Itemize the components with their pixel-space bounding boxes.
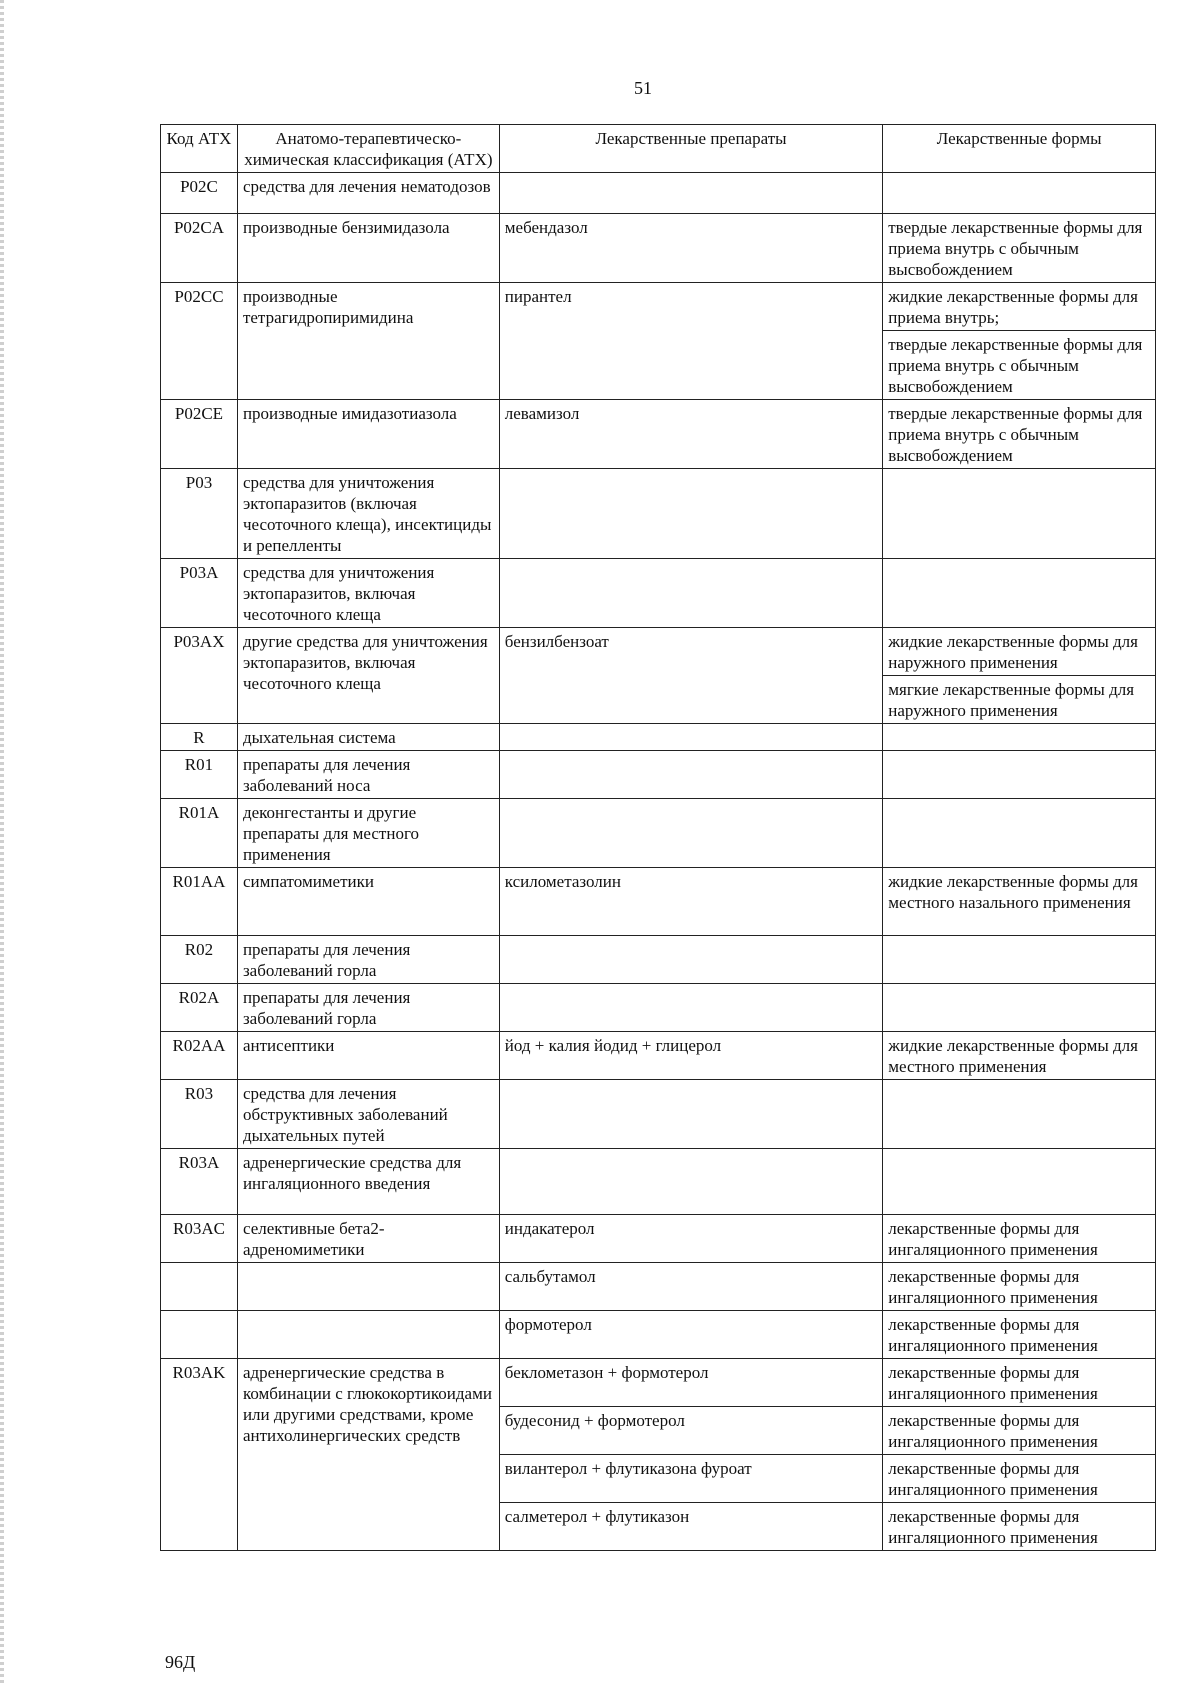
drug-cell: пирантел bbox=[499, 283, 882, 400]
drug-cell bbox=[499, 173, 882, 214]
table-row bbox=[161, 984, 1156, 1032]
header-code: Код АТХ bbox=[161, 125, 238, 173]
atx-code-cell: P02C bbox=[161, 173, 238, 214]
atx-code-cell: P03AX bbox=[161, 628, 238, 724]
table-row bbox=[161, 173, 1156, 214]
atx-code-cell bbox=[161, 1263, 238, 1311]
drug-cell: индакатерол bbox=[499, 1215, 882, 1263]
table-row bbox=[161, 1263, 1156, 1311]
classification-cell: симпатомиметики bbox=[237, 868, 499, 936]
table-row bbox=[161, 628, 1156, 676]
table-row bbox=[161, 469, 1156, 559]
form-cell: лекарственные формы для ингаляционного применения bbox=[883, 1263, 1156, 1311]
table-row bbox=[161, 724, 1156, 751]
form-cell bbox=[883, 1149, 1156, 1215]
form-cell bbox=[883, 984, 1156, 1032]
table-row bbox=[161, 799, 1156, 868]
form-cell: жидкие лекарственные формы для приема внутрь; bbox=[883, 283, 1156, 331]
drug-cell bbox=[499, 799, 882, 868]
form-cell: жидкие лекарственные формы для местного назального применения bbox=[883, 868, 1156, 936]
table-row bbox=[161, 1311, 1156, 1359]
atx-code-cell: P02CE bbox=[161, 400, 238, 469]
table-row bbox=[161, 1359, 1156, 1407]
form-cell: твердые лекарственные формы для приема внутрь с обычным высвобождением bbox=[883, 331, 1156, 400]
table-row bbox=[161, 1215, 1156, 1263]
atx-code-cell: R03AC bbox=[161, 1215, 238, 1263]
classification-cell: средства для уничтожения эктопаразитов, включая чесоточного клеща bbox=[237, 559, 499, 628]
atx-code-cell: R03AK bbox=[161, 1359, 238, 1551]
table-row bbox=[161, 936, 1156, 984]
table-row bbox=[161, 1032, 1156, 1080]
drug-cell: вилантерол + флутиказона фуроат bbox=[499, 1455, 882, 1503]
classification-cell: антисептики bbox=[237, 1032, 499, 1080]
classification-cell: средства для лечения нематодозов bbox=[237, 173, 499, 214]
classification-cell: средства для лечения обструктивных заболеваний дыхательных путей bbox=[237, 1080, 499, 1149]
drug-cell bbox=[499, 559, 882, 628]
table-row bbox=[161, 1149, 1156, 1215]
drug-cell bbox=[499, 724, 882, 751]
classification-cell: средства для уничтожения эктопаразитов (включая чесоточного клеща), инсектициды и репелленты bbox=[237, 469, 499, 559]
table-row bbox=[161, 868, 1156, 936]
atx-code-cell: R03 bbox=[161, 1080, 238, 1149]
classification-cell: селективные бета2-адреномиметики bbox=[237, 1215, 499, 1263]
classification-cell: препараты для лечения заболеваний горла bbox=[237, 984, 499, 1032]
form-cell: жидкие лекарственные формы для местного применения bbox=[883, 1032, 1156, 1080]
atx-code-cell: P02CC bbox=[161, 283, 238, 400]
drug-cell: салметерол + флутиказон bbox=[499, 1503, 882, 1551]
atx-code-cell bbox=[161, 1311, 238, 1359]
header-drugs: Лекарственные препараты bbox=[499, 125, 882, 173]
classification-cell: производные имидазотиазола bbox=[237, 400, 499, 469]
table-row bbox=[161, 751, 1156, 799]
drug-cell: левамизол bbox=[499, 400, 882, 469]
drug-cell bbox=[499, 984, 882, 1032]
form-cell bbox=[883, 559, 1156, 628]
form-cell bbox=[883, 1080, 1156, 1149]
page-number: 51 bbox=[634, 78, 652, 98]
atx-code-cell: R02 bbox=[161, 936, 238, 984]
table-row bbox=[161, 400, 1156, 469]
table-row bbox=[161, 214, 1156, 283]
form-cell bbox=[883, 724, 1156, 751]
classification-cell: препараты для лечения заболеваний горла bbox=[237, 936, 499, 984]
form-cell: лекарственные формы для ингаляционного применения bbox=[883, 1455, 1156, 1503]
drug-cell: сальбутамол bbox=[499, 1263, 882, 1311]
table-row bbox=[161, 283, 1156, 331]
atx-code-cell: R02A bbox=[161, 984, 238, 1032]
atx-code-cell: R bbox=[161, 724, 238, 751]
header-forms: Лекарственные формы bbox=[883, 125, 1156, 173]
atx-code-cell: R01A bbox=[161, 799, 238, 868]
scan-edge bbox=[0, 0, 4, 1686]
table-header-row bbox=[161, 125, 1156, 173]
atx-code-cell: P03 bbox=[161, 469, 238, 559]
drug-cell bbox=[499, 1149, 882, 1215]
form-cell bbox=[883, 751, 1156, 799]
form-cell bbox=[883, 173, 1156, 214]
form-cell: лекарственные формы для ингаляционного применения bbox=[883, 1359, 1156, 1407]
form-cell: лекарственные формы для ингаляционного применения bbox=[883, 1311, 1156, 1359]
classification-cell: адренергические средства для ингаляционного введения bbox=[237, 1149, 499, 1215]
form-cell bbox=[883, 469, 1156, 559]
drug-cell bbox=[499, 469, 882, 559]
form-cell: мягкие лекарственные формы для наружного применения bbox=[883, 676, 1156, 724]
classification-cell: производные тетрагидропиримидина bbox=[237, 283, 499, 400]
atx-code-cell: P02CA bbox=[161, 214, 238, 283]
table-body bbox=[161, 173, 1156, 1551]
atx-code-cell: R01AA bbox=[161, 868, 238, 936]
classification-cell: дыхательная система bbox=[237, 724, 499, 751]
form-cell bbox=[883, 936, 1156, 984]
classification-cell: препараты для лечения заболеваний носа bbox=[237, 751, 499, 799]
drug-cell: будесонид + формотерол bbox=[499, 1407, 882, 1455]
footer-label: 96Д bbox=[165, 1652, 196, 1672]
drug-cell: формотерол bbox=[499, 1311, 882, 1359]
form-cell: лекарственные формы для ингаляционного применения bbox=[883, 1407, 1156, 1455]
classification-cell bbox=[237, 1311, 499, 1359]
atx-code-cell: R03A bbox=[161, 1149, 238, 1215]
atx-code-cell: P03A bbox=[161, 559, 238, 628]
drug-cell bbox=[499, 1080, 882, 1149]
form-cell: лекарственные формы для ингаляционного применения bbox=[883, 1215, 1156, 1263]
drug-cell: беклометазон + формотерол bbox=[499, 1359, 882, 1407]
drug-cell: мебендазол bbox=[499, 214, 882, 283]
form-cell: жидкие лекарственные формы для наружного применения bbox=[883, 628, 1156, 676]
table-row bbox=[161, 559, 1156, 628]
classification-cell bbox=[237, 1263, 499, 1311]
classification-cell: другие средства для уничтожения эктопаразитов, включая чесоточного клеща bbox=[237, 628, 499, 724]
drug-cell bbox=[499, 751, 882, 799]
form-cell: твердые лекарственные формы для приема внутрь с обычным высвобождением bbox=[883, 400, 1156, 469]
form-cell: твердые лекарственные формы для приема внутрь с обычным высвобождением bbox=[883, 214, 1156, 283]
drug-cell: ксилометазолин bbox=[499, 868, 882, 936]
table-row bbox=[161, 1080, 1156, 1149]
classification-cell: производные бензимидазола bbox=[237, 214, 499, 283]
drug-cell: бензилбензоат bbox=[499, 628, 882, 724]
atx-table bbox=[160, 124, 1156, 1551]
header-classification: Анатомо-терапевтическо-химическая классификация (АТХ) bbox=[237, 125, 499, 173]
classification-cell: адренергические средства в комбинации с глюкокортикоидами или другими средствами, кроме антихолинергических средств bbox=[237, 1359, 499, 1551]
form-cell: лекарственные формы для ингаляционного применения bbox=[883, 1503, 1156, 1551]
drug-cell bbox=[499, 936, 882, 984]
atx-code-cell: R02AA bbox=[161, 1032, 238, 1080]
atx-code-cell: R01 bbox=[161, 751, 238, 799]
drug-cell: йод + калия йодид + глицерол bbox=[499, 1032, 882, 1080]
form-cell bbox=[883, 799, 1156, 868]
classification-cell: деконгестанты и другие препараты для местного применения bbox=[237, 799, 499, 868]
